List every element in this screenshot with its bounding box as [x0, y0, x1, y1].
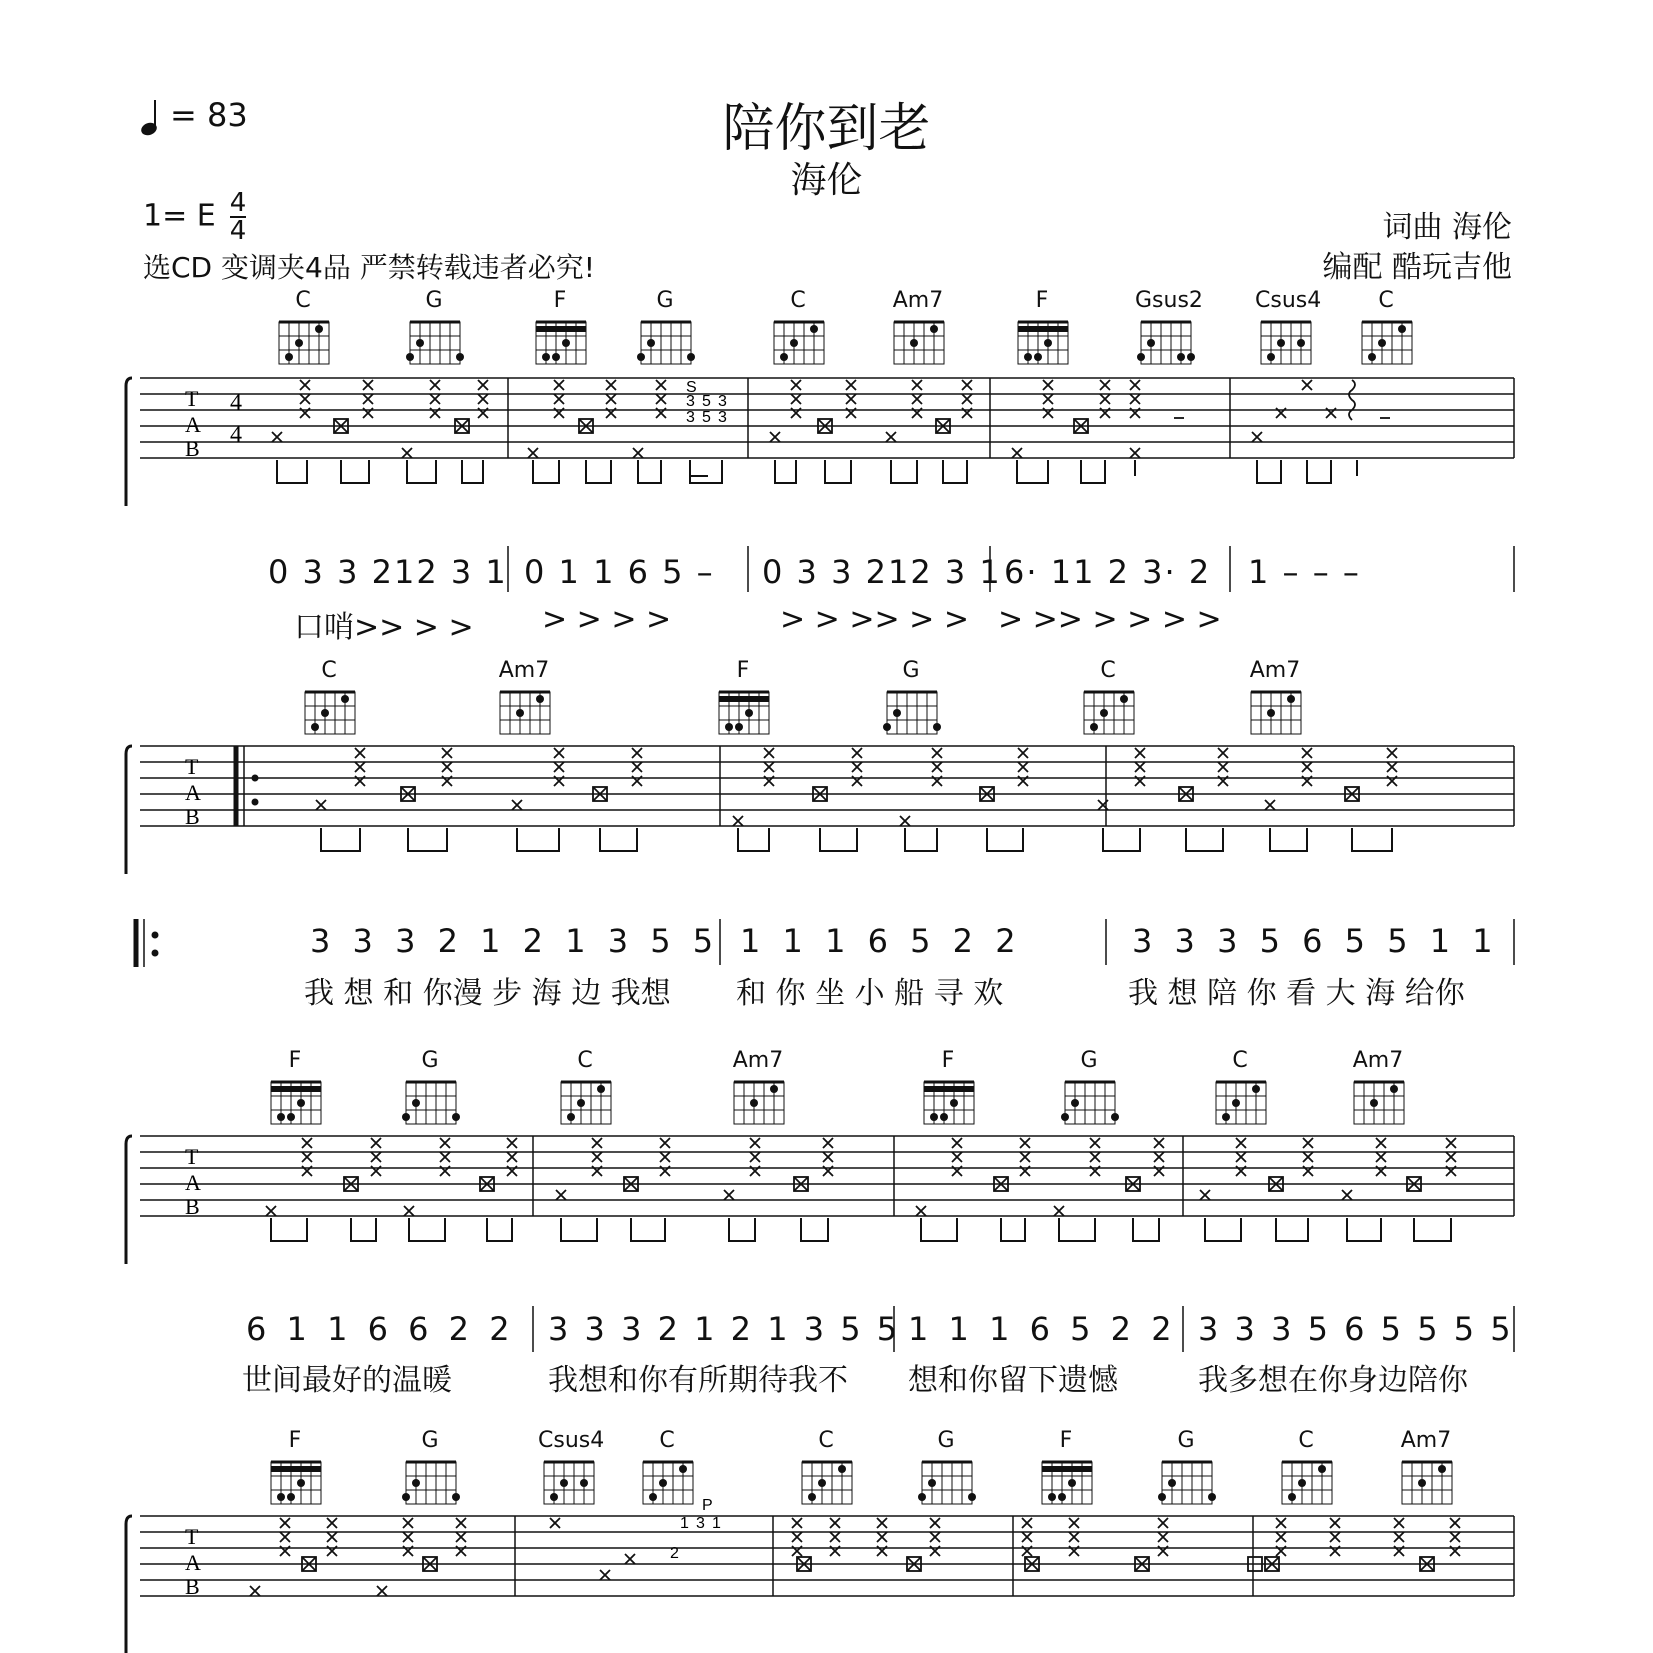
- song-title: 陪你到老: [722, 99, 931, 159]
- lyric-measure: 和 你 坐 小 船 寻 欢: [736, 976, 1004, 1011]
- melody-barlines: [140, 542, 1514, 602]
- chord-diagram: C: [1276, 1430, 1336, 1510]
- lyrics-line: [140, 602, 1514, 645]
- time-bottom: 4: [229, 216, 247, 246]
- capo-note: 选CD 变调夹4品 严禁转载违者必究!: [143, 251, 595, 284]
- chord-grid-icon: [1210, 1074, 1270, 1126]
- tab-label-t: T: [185, 386, 199, 411]
- chord-grid-icon: [555, 1074, 615, 1126]
- chord-diagram: G: [881, 660, 941, 740]
- tab-label-t: T: [185, 1144, 199, 1169]
- lyric-measure: > > > >: [542, 602, 672, 637]
- chord-grid-icon: [1245, 684, 1305, 736]
- chord-row: [0, 290, 1653, 360]
- chord-grid-icon: [1255, 314, 1315, 366]
- chord-diagram: C: [1356, 290, 1416, 370]
- lyric-measure: > > >> > >: [780, 602, 969, 637]
- tab-staff: [140, 1497, 1514, 1653]
- system-1: [0, 288, 1653, 645]
- chord-grid-icon: [635, 314, 695, 366]
- chord-grid-icon: [1059, 1074, 1119, 1126]
- chord-grid-icon: [916, 1454, 976, 1506]
- tab-label-b: B: [185, 1194, 200, 1219]
- chord-grid-icon: [538, 1454, 598, 1506]
- chord-row: [0, 660, 1653, 730]
- chord-grid-icon: [888, 314, 948, 366]
- chord-grid-icon: [1356, 314, 1416, 366]
- lyric-measure: > >> > > > >: [998, 602, 1222, 637]
- chord-grid-icon: [637, 1454, 697, 1506]
- tab-label-b: B: [185, 804, 200, 829]
- chord-row: [0, 1430, 1653, 1500]
- melody-measure: 1 1 1 6 5 2 2: [908, 1310, 1174, 1348]
- chord-grid-icon: [1348, 1074, 1408, 1126]
- svg-text:5: 5: [702, 393, 711, 410]
- tab-label-a: A: [185, 1550, 201, 1575]
- melody-measure: 1 – – –: [1248, 553, 1361, 591]
- slide-mark: S: [686, 379, 697, 396]
- chord-grid-icon: [918, 1074, 978, 1126]
- chord-diagram: Csus4: [538, 1430, 598, 1510]
- chord-diagram: G: [404, 290, 464, 370]
- chord-grid-icon: [404, 314, 464, 366]
- melody-measure: 6 1 1 6 6 2 2: [246, 1310, 512, 1348]
- tab-label-a: A: [185, 780, 201, 805]
- chord-diagram: Am7: [1245, 660, 1305, 740]
- chord-grid-icon: [299, 684, 359, 736]
- chord-diagram: C: [555, 1050, 615, 1130]
- chord-diagram: G: [400, 1430, 460, 1510]
- svg-text:3: 3: [696, 1515, 705, 1532]
- lyric-measure: 口哨>> > >: [294, 610, 474, 645]
- chord-grid-icon: [1036, 1454, 1096, 1506]
- lyric-measure: 世间最好的温暖: [242, 1363, 452, 1398]
- lyrics-line: [140, 968, 1514, 1011]
- melody-line: [140, 1310, 1514, 1350]
- lyricist-composer: 词曲 海伦: [1382, 210, 1512, 245]
- chord-diagram: G: [916, 1430, 976, 1510]
- lyrics-line: [140, 1355, 1514, 1398]
- chord-diagram: C: [273, 290, 333, 370]
- arranger: 编配 酷玩吉他: [1322, 250, 1512, 285]
- chord-grid-icon: [1156, 1454, 1216, 1506]
- lyric-measure: 我多想在你身边陪你: [1198, 1363, 1468, 1398]
- chord-grid-icon: [530, 314, 590, 366]
- chord-grid-icon: [1276, 1454, 1336, 1506]
- tab-staff: [140, 376, 1514, 506]
- svg-text:3: 3: [686, 393, 695, 410]
- chord-grid-icon: [1396, 1454, 1456, 1506]
- chord-diagram: F: [713, 660, 773, 740]
- time-top: 4: [229, 188, 247, 218]
- key-signature: [143, 190, 246, 244]
- melody-line: [140, 922, 1514, 962]
- tab-staff: [140, 744, 1514, 874]
- svg-text:3: 3: [718, 409, 727, 426]
- svg-text:3: 3: [686, 409, 695, 426]
- chord-diagram: F: [918, 1050, 978, 1130]
- chord-grid-icon: [728, 1074, 788, 1126]
- chord-diagram: Am7: [888, 290, 948, 370]
- system-4: [0, 1430, 1653, 1653]
- tempo-value: = 83: [170, 96, 248, 134]
- lyric-measure: 想和你留下遗憾: [908, 1363, 1118, 1398]
- tab-label-a: A: [185, 1170, 201, 1195]
- svg-text:2: 2: [670, 1545, 679, 1562]
- tab-label-t: T: [185, 754, 199, 779]
- chord-diagram: C: [299, 660, 359, 740]
- svg-text:1: 1: [712, 1515, 721, 1532]
- chord-grid-icon: [1135, 314, 1195, 366]
- chord-diagram: F: [1036, 1430, 1096, 1510]
- melody-measure: 0 3 3 212 3 1: [268, 553, 508, 591]
- key-label: 1= E: [143, 198, 216, 234]
- chord-grid-icon: [273, 314, 333, 366]
- melody-measure: 6· 11 2 3· 2: [1004, 553, 1212, 591]
- chord-diagram: G: [635, 290, 695, 370]
- melody-measure: 0 3 3 212 3 1: [762, 553, 1002, 591]
- svg-text:1: 1: [680, 1515, 689, 1532]
- chord-grid-icon: [400, 1454, 460, 1506]
- chord-diagram: Csus4: [1255, 290, 1315, 370]
- chord-grid-icon: [494, 684, 554, 736]
- pull-off-mark: P: [702, 1497, 713, 1514]
- svg-text:3: 3: [718, 393, 727, 410]
- tab-label-t: T: [185, 1524, 199, 1549]
- melody-measure: 0 1 1 6 5 –: [524, 553, 715, 591]
- chord-row: [0, 1050, 1653, 1120]
- chord-diagram: C: [637, 1430, 697, 1510]
- chord-diagram: Am7: [728, 1050, 788, 1130]
- chord-grid-icon: [796, 1454, 856, 1506]
- chord-diagram: Am7: [1348, 1050, 1408, 1130]
- chord-diagram: Gsus2: [1135, 290, 1195, 370]
- melody-measure: 3 3 3 2 1 2 1 3 5 5: [310, 922, 716, 960]
- chord-diagram: C: [1078, 660, 1138, 740]
- system-2: [0, 660, 1653, 1020]
- chord-diagram: F: [1012, 290, 1072, 370]
- chord-grid-icon: [1012, 314, 1072, 366]
- credits: [1322, 208, 1512, 288]
- melody-measure: 3 3 3 2 1 2 1 3 5 5: [548, 1310, 900, 1348]
- chord-grid-icon: [265, 1454, 325, 1506]
- chord-grid-icon: [400, 1074, 460, 1126]
- lyric-measure: 我想和你有所期待我不: [548, 1363, 848, 1398]
- lyric-measure: 我 想 和 你漫 步 海 边 我想: [304, 976, 671, 1011]
- time-signature: [230, 190, 247, 244]
- tab-label-b: B: [185, 1574, 200, 1599]
- tab-staff: [140, 1134, 1514, 1264]
- melody-measure: 3 3 3 5 6 5 5 1 1: [1132, 922, 1495, 960]
- chord-grid-icon: [265, 1074, 325, 1126]
- chord-grid-icon: [1078, 684, 1138, 736]
- chord-diagram: F: [530, 290, 590, 370]
- chord-grid-icon: [881, 684, 941, 736]
- tab-time-bottom: 4: [230, 422, 242, 448]
- tab-label-b: B: [185, 436, 200, 461]
- chord-diagram: Am7: [494, 660, 554, 740]
- chord-diagram: F: [265, 1050, 325, 1130]
- chord-grid-icon: [768, 314, 828, 366]
- chord-diagram: F: [265, 1430, 325, 1510]
- chord-diagram: G: [1156, 1430, 1216, 1510]
- svg-text:5: 5: [702, 409, 711, 426]
- chord-diagram: Am7: [1396, 1430, 1456, 1510]
- chord-diagram: C: [768, 290, 828, 370]
- tab-label-a: A: [185, 412, 201, 437]
- melody-measure: 3 3 3 5 6 5 5 5 5: [1198, 1310, 1513, 1348]
- tab-time-top: 4: [230, 390, 242, 416]
- chord-diagram: C: [796, 1430, 856, 1510]
- melody-measure: 1 1 1 6 5 2 2: [740, 922, 1018, 960]
- chord-diagram: G: [1059, 1050, 1119, 1130]
- lyric-measure: 我 想 陪 你 看 大 海 给你: [1128, 976, 1465, 1011]
- system-3: [0, 1050, 1653, 1400]
- chord-diagram: G: [400, 1050, 460, 1130]
- chord-diagram: C: [1210, 1050, 1270, 1130]
- artist-name: 海伦: [790, 160, 863, 201]
- chord-grid-icon: [713, 684, 773, 736]
